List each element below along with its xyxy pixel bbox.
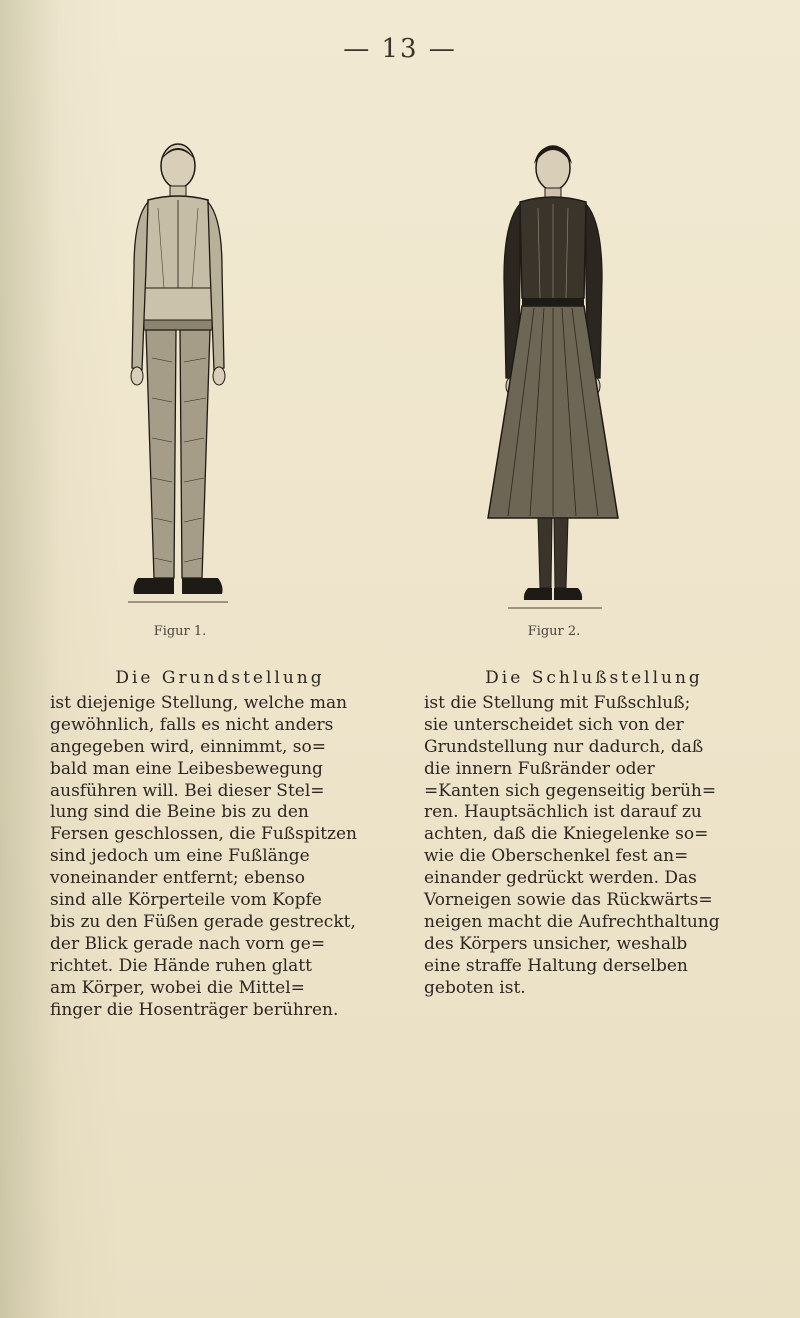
standing-boy-illustration — [108, 138, 248, 618]
text-line: einander gedrückt werden. Das — [424, 868, 697, 889]
text-line: ist die Stellung mit Fußschluß; — [424, 692, 691, 713]
text-line: der Blick gerade nach vorn ge= — [50, 933, 326, 954]
text-line: gewöhnlich, falls es nicht anders — [50, 714, 334, 735]
section-heading: Die Schlußstellung — [485, 668, 703, 688]
text-line: geboten ist. — [424, 977, 526, 998]
page-number: — 13 — — [343, 34, 457, 64]
text-line: ausführen will. Bei dieser Stel= — [50, 780, 325, 801]
figure-2 — [478, 138, 628, 618]
text-line: Fersen geschlossen, die Fußspitzen — [50, 824, 357, 845]
text-line: die innern Fußränder oder — [424, 758, 655, 779]
text-line: neigen macht die Aufrechthaltung — [424, 911, 720, 932]
text-line: Vorneigen sowie das Rückwärts= — [424, 890, 713, 911]
text-line: bald man eine Leibesbewegung — [50, 758, 323, 779]
text-line: sind jedoch um eine Fußlänge — [50, 846, 310, 867]
figure-1-caption: Figur 1. — [153, 624, 207, 639]
text-line: achten, daß die Kniegelenke so= — [424, 824, 709, 845]
text-line: bis zu den Füßen gerade gestreckt, — [50, 911, 356, 932]
text-line: Grundstellung nur dadurch, daß — [424, 736, 704, 757]
figure-2-caption: Figur 2. — [527, 624, 581, 639]
standing-girl-illustration — [478, 138, 628, 618]
text-line: eine straffe Haltung derselben — [424, 955, 688, 976]
text-line: des Körpers unsicher, weshalb — [424, 933, 688, 954]
text-line: sind alle Körperteile vom Kopfe — [50, 890, 322, 911]
text-line: finger die Hosenträger berühren. — [50, 999, 339, 1020]
text-line: voneinander entfernt; ebenso — [50, 868, 305, 889]
figure-1 — [108, 138, 248, 618]
text-line: sie unterscheidet sich von der — [424, 714, 684, 735]
section-heading: Die Grundstellung — [115, 668, 325, 688]
text-line: angegeben wird, einnimmt, so= — [50, 736, 326, 757]
text-line: richtet. Die Hände ruhen glatt — [50, 955, 312, 976]
text-line: am Körper, wobei die Mittel= — [50, 977, 305, 998]
text-line: ist diejenige Stellung, welche man — [50, 692, 348, 713]
text-line: wie die Oberschenkel fest an= — [424, 846, 689, 867]
text-line: lung sind die Beine bis zu den — [50, 802, 309, 823]
section-schlussstellung — [424, 668, 764, 1000]
text-line: =Kanten sich gegenseitig berüh= — [424, 780, 717, 801]
text-line: ren. Hauptsächlich ist darauf zu — [424, 802, 702, 823]
section-grundstellung — [50, 668, 390, 1022]
